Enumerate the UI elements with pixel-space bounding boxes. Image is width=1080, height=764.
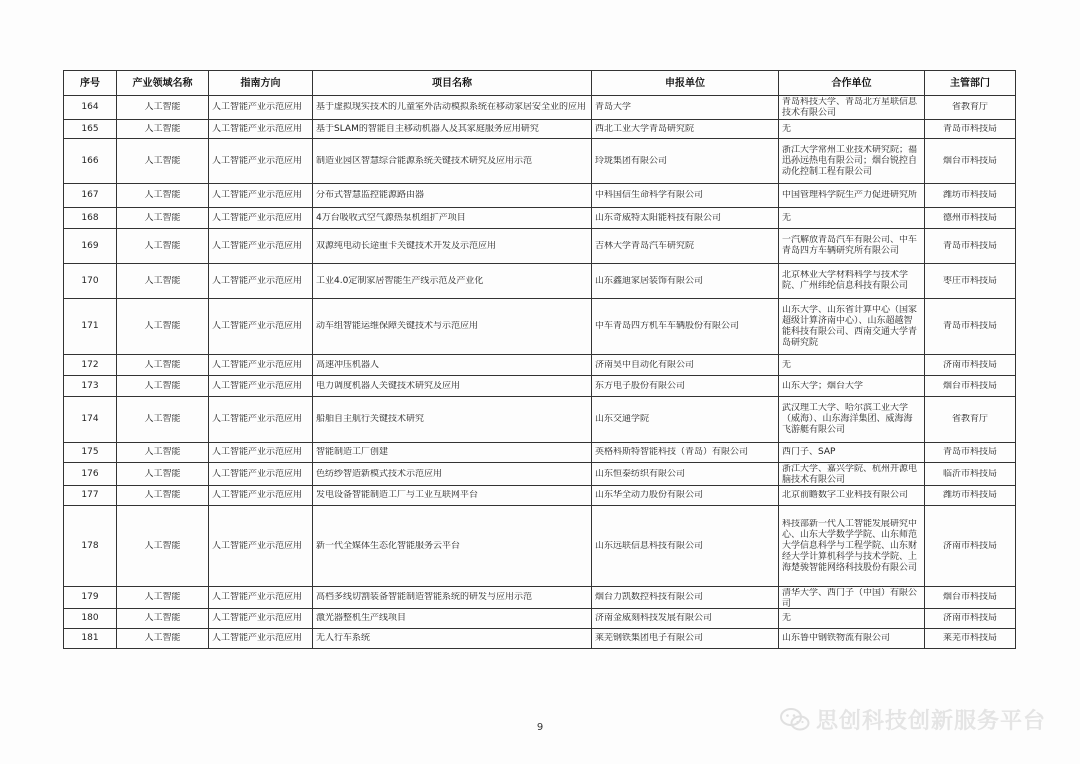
cell-no-text: 168	[81, 212, 99, 223]
table-row	[64, 506, 1016, 587]
cell-applicant-text: 吉林大学青岛汽车研究院	[595, 240, 695, 251]
cell-partner	[779, 506, 925, 587]
cell-applicant	[592, 506, 779, 587]
cell-field-text: 人工智能	[144, 633, 181, 643]
cell-project-text: 动车组智能运维保障关键技术与示范应用	[316, 321, 479, 331]
cell-direction	[209, 355, 313, 376]
cell-no	[64, 629, 117, 649]
cell-project-text: 激光器整机生产线项目	[316, 613, 407, 623]
cell-direction-text: 人工智能产业示范应用	[212, 123, 303, 134]
cell-field-text: 人工智能	[144, 380, 181, 391]
cell-direction	[209, 629, 313, 649]
cell-direction	[209, 139, 313, 184]
table-row	[64, 486, 1016, 506]
cell-dept-text: 济南市科技局	[942, 540, 997, 551]
cell-applicant-text: 山东奇威特太阳能科技有限公司	[595, 212, 722, 223]
wechat-icon	[780, 707, 810, 733]
header-direction: 指南方向	[209, 71, 313, 96]
cell-dept-text: 莱芜市科技局	[942, 633, 997, 643]
cell-partner-text: 山东大学；烟台大学	[782, 380, 864, 391]
cell-dept-text: 潍坊市科技局	[942, 190, 997, 200]
cell-project	[313, 139, 592, 184]
cell-field-text: 人工智能	[144, 190, 181, 200]
cell-applicant-text: 山东远联信息科技有限公司	[595, 540, 704, 551]
cell-applicant-text: 济南昊中自动化有限公司	[595, 359, 695, 370]
cell-partner	[779, 184, 925, 208]
cell-dept-text: 烟台市科技局	[942, 592, 997, 602]
cell-field	[117, 609, 209, 629]
cell-direction	[209, 120, 313, 139]
cell-field-text: 人工智能	[144, 321, 181, 331]
cell-dept-text: 青岛市科技局	[942, 240, 997, 251]
cell-field	[117, 629, 209, 649]
cell-project	[313, 486, 592, 506]
cell-no-text: 165	[81, 123, 99, 134]
cell-project	[313, 355, 592, 376]
cell-no	[64, 184, 117, 208]
cell-project-text: 高档多线切割装备智能制造智能系统的研发与应用示范	[316, 592, 533, 602]
cell-applicant-text: 西北工业大学青岛研究院	[595, 123, 695, 134]
cell-field-text: 人工智能	[144, 123, 181, 134]
cell-applicant-text: 济南金威刻科技发展有限公司	[595, 613, 713, 623]
cell-direction	[209, 299, 313, 355]
cell-partner-text: 无	[782, 359, 792, 370]
cell-dept-text: 青岛市科技局	[942, 447, 997, 457]
cell-applicant	[592, 376, 779, 397]
cell-dept	[925, 184, 1016, 208]
cell-partner	[779, 397, 925, 443]
cell-field	[117, 120, 209, 139]
cell-direction	[209, 463, 313, 486]
cell-project	[313, 629, 592, 649]
cell-project	[313, 376, 592, 397]
table-body	[64, 96, 1016, 649]
cell-direction-text: 人工智能产业示范应用	[212, 468, 303, 479]
cell-direction-text: 人工智能产业示范应用	[212, 633, 303, 643]
cell-partner	[779, 139, 925, 184]
cell-partner-text: 无	[782, 123, 792, 134]
cell-applicant-text: 山东鑫迪家居装饰有限公司	[595, 275, 704, 286]
cell-dept	[925, 208, 1016, 229]
cell-field-text: 人工智能	[144, 592, 181, 602]
cell-no-text: 164	[81, 102, 99, 112]
cell-field	[117, 299, 209, 355]
cell-direction	[209, 96, 313, 120]
cell-applicant-text: 青岛大学	[595, 102, 632, 112]
cell-dept-text: 济南市科技局	[942, 613, 997, 623]
cell-field	[117, 397, 209, 443]
cell-project-text: 智能制造工厂创建	[316, 447, 389, 457]
cell-partner	[779, 376, 925, 397]
cell-partner	[779, 629, 925, 649]
cell-direction-text: 人工智能产业示范应用	[212, 540, 303, 551]
cell-project-text: 基于虚拟现实技术的儿童室外活动模拟系统在移动家居安全业的应用	[316, 102, 587, 112]
cell-direction-text: 人工智能产业示范应用	[212, 613, 303, 623]
cell-no-text: 167	[81, 190, 99, 200]
cell-partner	[779, 120, 925, 139]
cell-applicant-text: 莱芜钢铁集团电子有限公司	[595, 633, 704, 643]
cell-project	[313, 229, 592, 264]
cell-applicant	[592, 139, 779, 184]
cell-dept	[925, 443, 1016, 463]
header-field: 产业领域名称	[117, 71, 209, 96]
cell-partner	[779, 609, 925, 629]
cell-direction	[209, 229, 313, 264]
cell-dept	[925, 299, 1016, 355]
cell-no	[64, 120, 117, 139]
cell-no	[64, 443, 117, 463]
cell-no-text: 171	[81, 321, 99, 331]
cell-dept-text: 枣庄市科技局	[942, 275, 997, 286]
cell-project-text: 基于SLAM的智能自主移动机器人及其家庭服务应用研究	[316, 123, 539, 134]
cell-applicant-text: 山东交通学院	[595, 414, 650, 424]
cell-applicant	[592, 397, 779, 443]
cell-dept	[925, 629, 1016, 649]
cell-no	[64, 299, 117, 355]
cell-partner-text: 浙江大学常州工业技术研究院；福迅孙远热电有限公司；烟台锐控自动化控制工程有限公司	[782, 144, 918, 177]
cell-no-text: 178	[81, 540, 99, 551]
cell-field	[117, 355, 209, 376]
header-project: 项目名称	[313, 71, 592, 96]
cell-direction-text: 人工智能产业示范应用	[212, 592, 303, 602]
cell-field-text: 人工智能	[144, 212, 181, 223]
cell-dept	[925, 264, 1016, 299]
cell-field-text: 人工智能	[144, 540, 181, 551]
cell-direction	[209, 443, 313, 463]
cell-no	[64, 397, 117, 443]
cell-direction	[209, 587, 313, 609]
cell-direction-text: 人工智能产业示范应用	[212, 212, 303, 223]
table-header-row	[64, 71, 1016, 96]
cell-project	[313, 96, 592, 120]
cell-partner-text: 山东鲁中钢铁物流有限公司	[782, 633, 891, 643]
cell-partner	[779, 299, 925, 355]
cell-direction	[209, 264, 313, 299]
cell-partner	[779, 463, 925, 486]
cell-partner-text: 武汉理工大学、哈尔滨工业大学（威海）、山东海洋集团、威海海飞游艇有限公司	[782, 403, 913, 435]
cell-dept	[925, 376, 1016, 397]
cell-dept-text: 潍坊市科技局	[942, 490, 997, 500]
cell-applicant	[592, 299, 779, 355]
cell-direction	[209, 486, 313, 506]
cell-project-text: 发电设备智能制造工厂与工业互联网平台	[316, 490, 479, 500]
table-row	[64, 376, 1016, 397]
cell-dept	[925, 120, 1016, 139]
cell-applicant-text: 中科国信生命科学有限公司	[595, 190, 704, 200]
cell-dept-text: 青岛市科技局	[942, 321, 997, 331]
cell-no	[64, 264, 117, 299]
cell-direction-text: 人工智能产业示范应用	[212, 414, 303, 424]
cell-partner	[779, 486, 925, 506]
cell-project-text: 4万台吸收式空气源热泵机组扩产项目	[316, 212, 466, 223]
cell-project-text: 工业4.0定制家居智能生产线示范及产业化	[316, 275, 484, 286]
cell-dept	[925, 139, 1016, 184]
cell-project	[313, 264, 592, 299]
cell-direction-text: 人工智能产业示范应用	[212, 380, 303, 391]
cell-project	[313, 120, 592, 139]
cell-partner	[779, 443, 925, 463]
cell-no	[64, 376, 117, 397]
cell-dept-text: 省教育厅	[951, 102, 988, 112]
page-number: 9	[536, 722, 544, 733]
cell-partner	[779, 229, 925, 264]
cell-applicant	[592, 609, 779, 629]
cell-field-text: 人工智能	[144, 613, 181, 623]
cell-dept	[925, 397, 1016, 443]
cell-partner-text: 无	[782, 212, 792, 223]
cell-applicant-text: 玲珑集团有限公司	[595, 155, 668, 166]
table-row	[64, 229, 1016, 264]
cell-field	[117, 587, 209, 609]
cell-project	[313, 506, 592, 587]
cell-partner	[779, 587, 925, 609]
table-row	[64, 463, 1016, 486]
cell-direction	[209, 376, 313, 397]
cell-applicant-text: 山东恒泰纺织有限公司	[595, 468, 686, 479]
cell-applicant-text: 山东华全动力股份有限公司	[595, 490, 704, 500]
cell-partner	[779, 264, 925, 299]
cell-dept-text: 济南市科技局	[942, 359, 997, 370]
cell-applicant-text: 英格科斯特智能科技（青岛）有限公司	[595, 447, 749, 457]
cell-applicant	[592, 229, 779, 264]
cell-partner-text: 一汽解放青岛汽车有限公司、中车青岛四方车辆研究所有限公司	[782, 235, 918, 256]
cell-partner-text: 清华大学、西门子（中国）有限公司	[782, 587, 918, 608]
cell-direction-text: 人工智能产业示范应用	[212, 240, 303, 251]
table-row	[64, 443, 1016, 463]
cell-project-text: 分布式智慧监控能源路由器	[316, 190, 425, 200]
cell-project-text: 新一代全媒体生态化智能服务云平台	[316, 540, 461, 551]
cell-no-text: 177	[81, 490, 99, 500]
cell-dept-text: 烟台市科技局	[942, 155, 997, 166]
cell-field	[117, 506, 209, 587]
cell-field-text: 人工智能	[144, 240, 181, 251]
cell-applicant	[592, 587, 779, 609]
cell-direction	[209, 208, 313, 229]
cell-field	[117, 443, 209, 463]
cell-applicant-text: 东方电子股份有限公司	[595, 380, 686, 391]
cell-project-text: 高速冲压机器人	[316, 359, 380, 370]
cell-applicant	[592, 184, 779, 208]
cell-direction-text: 人工智能产业示范应用	[212, 275, 303, 286]
cell-no-text: 170	[81, 275, 99, 286]
cell-no-text: 181	[81, 633, 99, 643]
header-dept: 主管部门	[925, 71, 1016, 96]
cell-direction	[209, 184, 313, 208]
cell-project-text: 制造业园区智慧综合能源系统关键技术研究及应用示范	[316, 155, 533, 166]
cell-applicant	[592, 629, 779, 649]
cell-project-text: 电力调度机器人关键技术研究及应用	[316, 380, 461, 391]
cell-dept	[925, 506, 1016, 587]
cell-project	[313, 443, 592, 463]
cell-applicant	[592, 355, 779, 376]
table-row	[64, 264, 1016, 299]
table-row	[64, 629, 1016, 649]
cell-project	[313, 208, 592, 229]
cell-dept-text: 青岛市科技局	[942, 123, 997, 134]
cell-applicant	[592, 486, 779, 506]
cell-no-text: 180	[81, 613, 99, 623]
cell-field	[117, 264, 209, 299]
cell-dept-text: 德州市科技局	[942, 212, 997, 223]
cell-dept	[925, 96, 1016, 120]
cell-partner	[779, 208, 925, 229]
table-row	[64, 139, 1016, 184]
cell-project	[313, 609, 592, 629]
table-row	[64, 587, 1016, 609]
cell-field-text: 人工智能	[144, 468, 181, 479]
table-row	[64, 397, 1016, 443]
cell-project	[313, 397, 592, 443]
cell-partner	[779, 96, 925, 120]
cell-field-text: 人工智能	[144, 102, 181, 112]
cell-no	[64, 463, 117, 486]
cell-no-text: 173	[81, 380, 99, 391]
cell-partner-text: 科技部新一代人工智能发展研究中心、山东大学数学学院、山东师范大学信息科学与工程学院、山东财经大学计算机科学与技术学院、上海楚骏智能网络科技股份有限公司	[782, 518, 918, 573]
cell-partner-text: 西门子、SAP	[782, 447, 836, 457]
cell-field-text: 人工智能	[144, 447, 181, 457]
cell-field	[117, 184, 209, 208]
cell-dept	[925, 609, 1016, 629]
cell-field	[117, 229, 209, 264]
cell-field	[117, 376, 209, 397]
watermark	[780, 704, 1046, 735]
cell-direction	[209, 397, 313, 443]
cell-project	[313, 184, 592, 208]
cell-applicant	[592, 264, 779, 299]
cell-partner	[779, 355, 925, 376]
cell-field-text: 人工智能	[144, 155, 181, 166]
cell-project-text: 船舶自主航行关键技术研究	[316, 414, 425, 424]
cell-dept-text: 省教育厅	[951, 414, 988, 424]
cell-no	[64, 506, 117, 587]
cell-direction-text: 人工智能产业示范应用	[212, 359, 303, 370]
cell-dept	[925, 587, 1016, 609]
table-row	[64, 299, 1016, 355]
cell-field-text: 人工智能	[144, 275, 181, 286]
cell-applicant	[592, 443, 779, 463]
cell-no-text: 176	[81, 468, 99, 479]
cell-no	[64, 355, 117, 376]
header-partner: 合作单位	[779, 71, 925, 96]
cell-dept	[925, 463, 1016, 486]
cell-project	[313, 463, 592, 486]
cell-project-text: 双源纯电动长途重卡关键技术开发及示范应用	[316, 240, 497, 251]
cell-no	[64, 208, 117, 229]
cell-no-text: 172	[81, 359, 99, 370]
cell-project-text: 色纺纱智造新模式技术示范应用	[316, 468, 443, 479]
cell-no	[64, 609, 117, 629]
table-row	[64, 184, 1016, 208]
cell-project	[313, 299, 592, 355]
cell-applicant	[592, 463, 779, 486]
cell-field	[117, 139, 209, 184]
cell-applicant	[592, 96, 779, 120]
cell-applicant-text: 烟台力凯数控科技有限公司	[595, 592, 704, 602]
cell-applicant	[592, 120, 779, 139]
cell-dept-text: 烟台市科技局	[942, 380, 997, 391]
cell-partner-text: 北京林业大学材料科学与技术学院、广州纬纶信息科技有限公司	[782, 270, 909, 291]
cell-dept	[925, 229, 1016, 264]
cell-no	[64, 96, 117, 120]
cell-field	[117, 96, 209, 120]
cell-no-text: 179	[81, 592, 99, 602]
cell-field	[117, 208, 209, 229]
cell-no	[64, 486, 117, 506]
cell-field-text: 人工智能	[144, 414, 181, 424]
table-row	[64, 208, 1016, 229]
cell-partner-text: 青岛科技大学、青岛北方星联信息技术有限公司	[782, 96, 918, 118]
table-row	[64, 609, 1016, 629]
cell-direction	[209, 609, 313, 629]
cell-partner-text: 山东大学、山东省计算中心（国家超级计算济南中心）、山东超越智能科技有限公司、西南交通大学青岛研究院	[782, 304, 918, 348]
table-row	[64, 120, 1016, 139]
cell-direction	[209, 506, 313, 587]
cell-partner-text: 北京前瞻数字工业科技有限公司	[782, 490, 909, 500]
cell-partner-text: 浙江大学、嘉兴学院、杭州开源电脑技术有限公司	[782, 463, 918, 485]
cell-no-text: 169	[81, 240, 99, 251]
cell-applicant-text: 中车青岛四方机车车辆股份有限公司	[595, 321, 740, 331]
header-applicant: 申报单位	[592, 71, 779, 96]
cell-dept-text: 临沂市科技局	[942, 468, 997, 479]
cell-field-text: 人工智能	[144, 359, 181, 370]
cell-no-text: 175	[81, 447, 99, 457]
cell-project	[313, 587, 592, 609]
table-row	[64, 96, 1016, 120]
table-row	[64, 355, 1016, 376]
header-no: 序号	[64, 71, 117, 96]
cell-direction-text: 人工智能产业示范应用	[212, 102, 303, 112]
watermark-text: 思创科技创新服务平台	[815, 709, 1046, 734]
cell-dept	[925, 486, 1016, 506]
cell-direction-text: 人工智能产业示范应用	[212, 447, 303, 457]
cell-field-text: 人工智能	[144, 490, 181, 500]
cell-direction-text: 人工智能产业示范应用	[212, 490, 303, 500]
cell-no	[64, 139, 117, 184]
cell-direction-text: 人工智能产业示范应用	[212, 155, 303, 166]
cell-partner-text: 中国管理科学院生产力促进研究所	[782, 190, 918, 200]
project-table	[63, 70, 1016, 649]
cell-no-text: 166	[81, 155, 99, 166]
cell-dept	[925, 355, 1016, 376]
cell-field	[117, 463, 209, 486]
cell-no	[64, 229, 117, 264]
cell-project-text: 无人行车系统	[316, 633, 371, 643]
cell-applicant	[592, 208, 779, 229]
cell-field	[117, 486, 209, 506]
cell-partner-text: 无	[782, 613, 792, 623]
cell-no-text: 174	[81, 414, 99, 424]
cell-direction-text: 人工智能产业示范应用	[212, 190, 303, 200]
cell-direction-text: 人工智能产业示范应用	[212, 321, 303, 331]
cell-no	[64, 587, 117, 609]
